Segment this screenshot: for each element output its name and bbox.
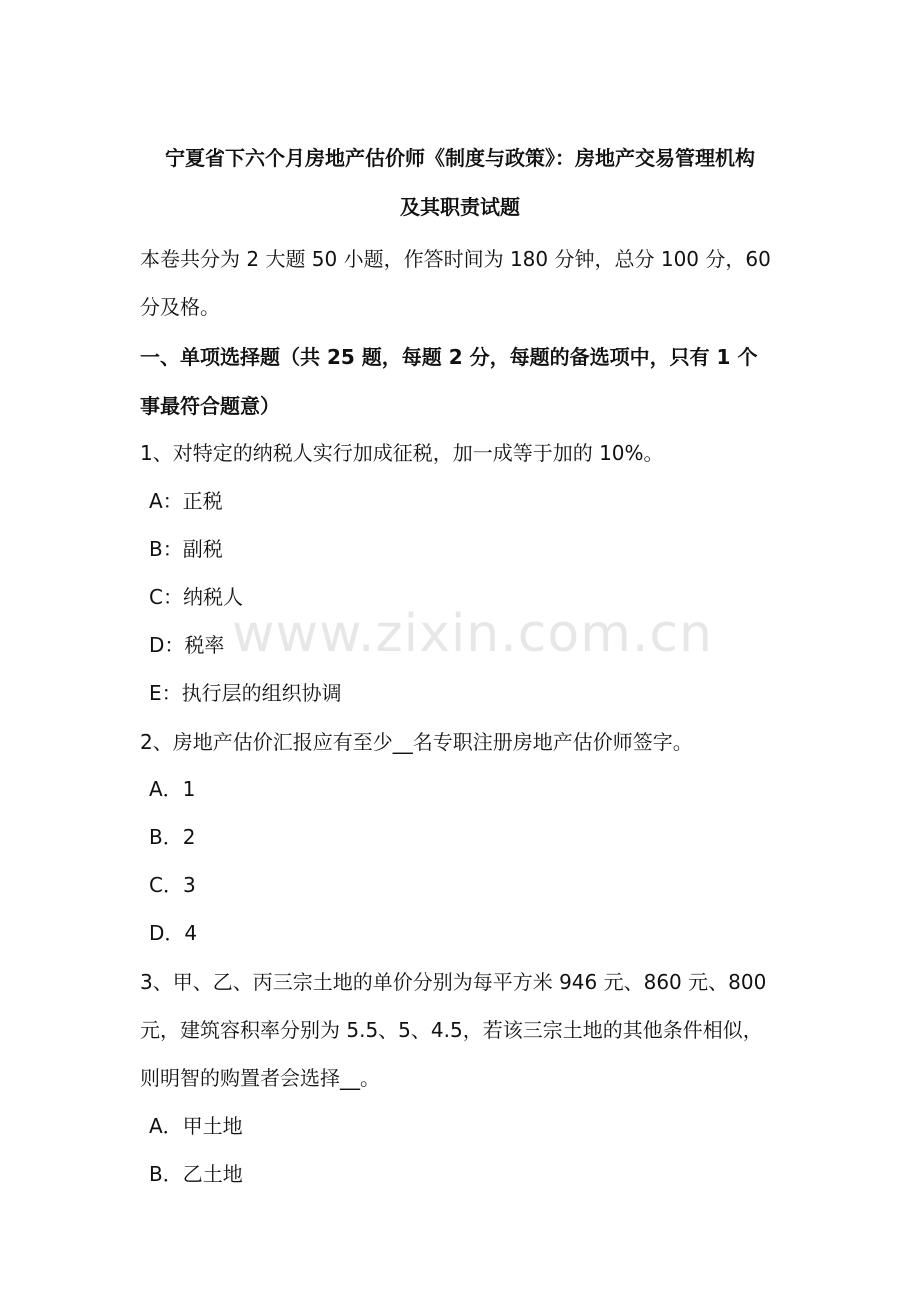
question-2-option-c: C．3 xyxy=(149,873,196,897)
question-3-text-line-2: 元，建筑容积率分别为 5.5、5、4.5，若该三宗土地的其他条件相似， xyxy=(140,1018,763,1042)
question-3-option-a: A．甲土地 xyxy=(149,1114,243,1138)
question-3-text-line-1: 3、甲、乙、丙三宗土地的单价分别为每平方米 946 元、860 元、800 xyxy=(140,970,767,994)
question-2-option-b: B．2 xyxy=(149,825,196,849)
intro-line-1: 本卷共分为 2 大题 50 小题，作答时间为 180 分钟，总分 100 分，60 xyxy=(140,247,771,271)
question-1-option-a: A：正税 xyxy=(149,489,223,513)
document-title-line-2: 及其职责试题 xyxy=(400,195,520,219)
section-heading-line-1: 一、单项选择题（共 25 题，每题 2 分，每题的备选项中，只有 1 个 xyxy=(140,345,758,369)
question-2-option-d: D．4 xyxy=(149,921,198,945)
intro-line-2: 分及格。 xyxy=(140,295,220,319)
question-1-option-c: C：纳税人 xyxy=(149,585,243,609)
question-1-option-b: B：副税 xyxy=(149,537,223,561)
question-3-text-line-3: 则明智的购置者会选择__。 xyxy=(140,1066,380,1090)
section-heading-line-2: 事最符合题意） xyxy=(140,394,280,418)
question-1-option-d: D：税率 xyxy=(149,633,225,657)
question-3-option-b: B．乙土地 xyxy=(149,1162,243,1186)
question-2-option-a: A．1 xyxy=(149,777,196,801)
question-1-text: 1、对特定的纳税人实行加成征税，加一成等于加的 10%。 xyxy=(140,441,664,465)
question-1-option-e: E：执行层的组织协调 xyxy=(149,681,342,705)
document-title-line-1: 宁夏省下六个月房地产估价师《制度与政策》：房地产交易管理机构 xyxy=(165,146,755,170)
question-2-text: 2、房地产估价汇报应有至少__名专职注册房地产估价师签字。 xyxy=(140,730,693,754)
watermark: www.zixin.com.cn xyxy=(232,604,713,664)
